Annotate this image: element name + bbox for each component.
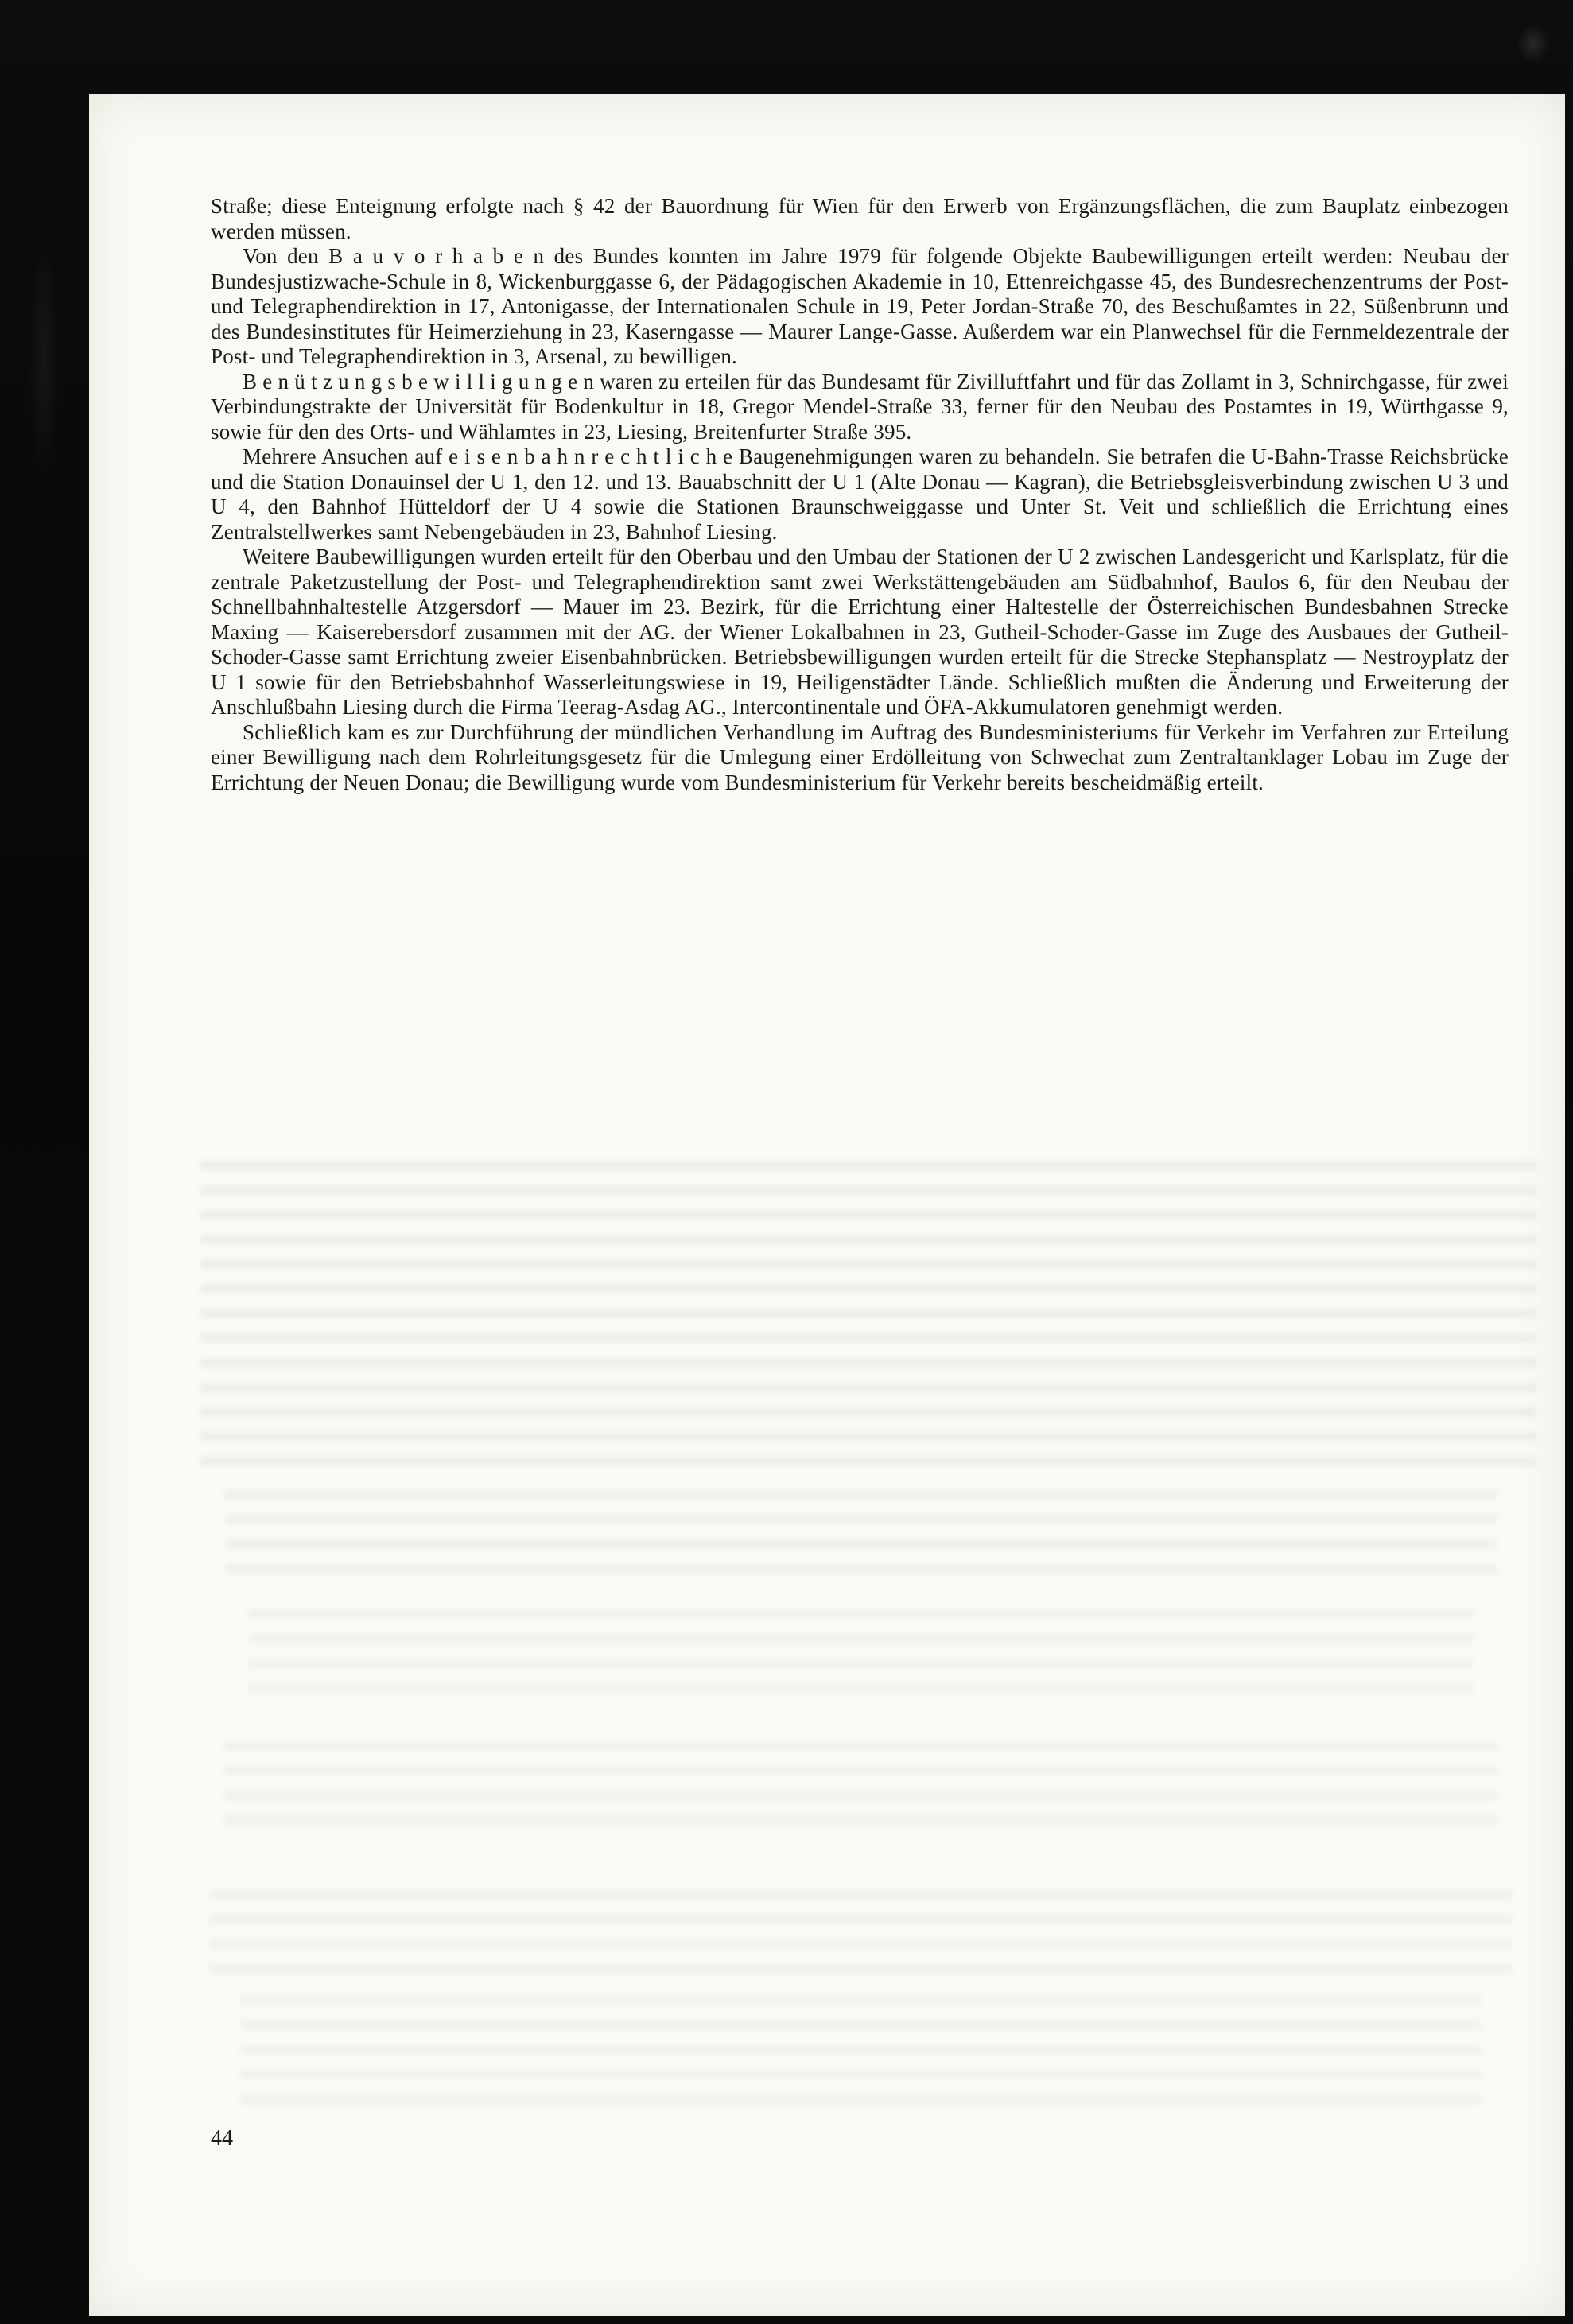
paragraph-bauvorhaben: Von den B a u v o r h a b e n des Bundes konnten im Jahre 1979 für folgende Objekte Baubewilligungen erteilt werden: Neubau der Bundesjustizwache-Schule in 8, Wickenburggasse 6, der Pädagogischen Akademie in 10, Ettenreichgasse 45, des Bundesrechenzentrums der Post- und Telegraphendirektion in 17, Antonigasse, der Internationalen Schule in 19, Peter Jordan-Straße 70, des Beschußamtes in 22, Süßenbrunn und des Bundesinstitutes für Heimerziehung in 23, Kaserngasse — Maurer Lange-Gasse. Außerdem war ein Planwechsel für die Fernmeldezentrale der Post- und Telegraphendirektion in 3, Arsenal, zu bewilligen.	[211, 244, 1509, 368]
paragraph-eisenbahnrechtliche: Mehrere Ansuchen auf e i s e n b a h n r e c h t l i c h e Baugenehmigungen waren zu behandeln. Sie betrafen die U-Bahn-Trasse Reichsbrücke und die Station Donauinsel der U 1, den 12. und 13. Bauabschnitt der U 1 (Alte Donau — Kagran), die Betriebsgleisverbindung zwischen U 3 und U 4, den Bahnhof Hütteldorf der U 4 sowie die Stationen Braunschweiggasse und Unter St. Veit und schließlich die Errichtung eines Zentralstellwerkes samt Nebengebäuden in 23, Bahnhof Liesing.	[211, 444, 1509, 544]
paragraph-rohrleitungsgesetz: Schließlich kam es zur Durchführung der mündlichen Verhandlung im Auftrag des Bundesministeriums für Verkehr im Verfahren zur Erteilung einer Bewilligung nach dem Rohrleitungsgesetz für die Umlegung einer Erdölleitung von Schwechat zum Zentraltanklager Lobau im Zuge der Errichtung der Neuen Donau; die Bewilligung wurde vom Bundesministerium für Verkehr bereits bescheidmäßig erteilt.	[211, 720, 1509, 794]
bleed-through-text	[248, 1609, 1473, 1697]
paragraph-weitere-baubewilligungen: Weitere Baubewilligungen wurden erteilt für den Oberbau und den Umbau der Stationen der U 2 zwischen Landesgericht und Karlsplatz, für die zentrale Paketzustellung der Post- und Telegraphendirektion samt zwei Werkstättengebäuden am Südbahnhof, Baulos 6, für den Neubau der Schnellbahnhaltestelle Atzgersdorf — Mauer im 23. Bezirk, für die Errichtung einer Haltestelle der Österreichischen Bundesbahnen Strecke Maxing — Kaiserebersdorf zusammen mit der AG. der Wiener Lokalbahnen in 23, Gutheil-Schoder-Gasse im Zuge des Ausbaues der Gutheil-Schoder-Gasse samt Errichtung zweier Eisenbahnbrücken. Betriebsbewilligungen wurden erteilt für die Strecke Stephansplatz — Nestroyplatz der U 1 sowie für den Betriebsbahnhof Wasserleitungswiese in 19, Heiligenstädter Lände. Schließlich mußten die Änderung und Erweiterung der Anschlußbahn Liesing durch die Firma Teerag-Asdag AG., Intercontinentale und ÖFA-Akkumulatoren genehmigt werden.	[211, 545, 1509, 719]
bleed-through-text	[200, 1161, 1536, 1472]
bleed-through-text	[224, 1741, 1497, 1830]
bleed-through-text	[208, 1890, 1513, 1979]
paragraph-benuetzungsbewilligungen: B e n ü t z u n g s b e w i l l i g u n g e n waren zu erteilen für das Bundesamt für Zivilluftfahrt und für das Zollamt in 3, Schnirchgasse, für zwei Verbindungstrakte der Universität für Bodenkultur in 18, Gregor Mendel-Straße 33, ferner für den Neubau des Postamtes in 19, Würthgasse 9, sowie für den des Orts- und Wählamtes in 23, Liesing, Breitenfurter Straße 395.	[211, 369, 1509, 444]
bleed-through-text	[240, 1996, 1481, 2115]
body-text	[211, 194, 1509, 795]
bleed-through-text	[224, 1490, 1497, 1579]
paragraph-continuation: Straße; diese Enteignung erfolgte nach § 42 der Bauordnung für Wien für den Erwerb von Ergänzungsflächen, die zum Bauplatz einbezogen werden müssen.	[211, 194, 1509, 243]
document-page	[89, 94, 1565, 2316]
page-number: 44	[211, 2126, 233, 2151]
